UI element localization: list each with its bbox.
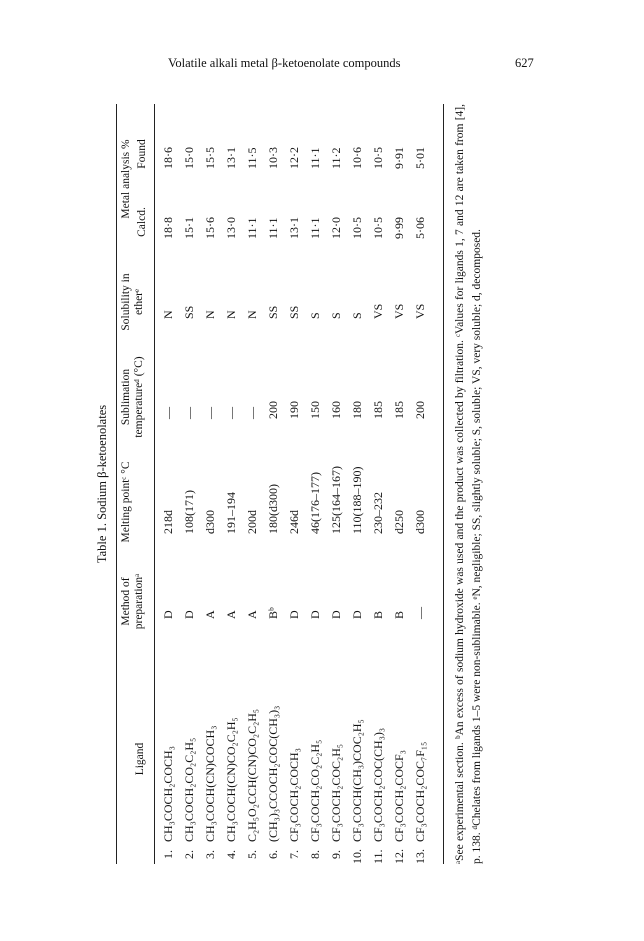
method-cell: B	[371, 610, 385, 619]
row-number: 13.	[413, 849, 427, 864]
sublimation-cell: —	[224, 407, 238, 419]
ligand-cell: CH₃COCH(CN)CO₂C₂H₅	[224, 717, 238, 842]
calcd-cell: 13·1	[287, 217, 301, 239]
melting-point-cell: 125(164–167)	[329, 466, 343, 534]
melting-point-cell: 200d	[245, 510, 259, 534]
found-cell: 11·1	[308, 147, 322, 169]
found-cell: 12·2	[287, 147, 301, 169]
header-calcd: Calcd.	[136, 207, 148, 237]
sublimation-cell: 200	[266, 401, 280, 419]
solubility-cell: N	[224, 310, 238, 319]
calcd-cell: 15·6	[203, 217, 217, 239]
found-cell: 18·6	[161, 147, 175, 169]
solubility-cell: S	[329, 312, 343, 319]
ligand-cell: (CH₃)₃CCOCH₂COC(CH₃)₃	[266, 705, 280, 842]
found-cell: 13·1	[224, 147, 238, 169]
ligand-cell: CF₃COCH(CH₃)COC₂H₅	[350, 719, 364, 842]
row-number: 8.	[308, 850, 322, 859]
melting-point-cell: d300	[413, 510, 427, 534]
table-row	[351, 104, 372, 864]
found-cell: 10·6	[350, 147, 364, 169]
table-row	[309, 104, 330, 864]
found-cell: 15·0	[182, 147, 196, 169]
header-ligand: Ligand	[134, 742, 146, 776]
table-row	[330, 104, 351, 864]
header-sublimation: Sublimation temperatureᵈ (°C)	[120, 356, 146, 438]
found-cell: 5·01	[413, 147, 427, 169]
running-head: Volatile alkali metal β-ketoenolate compounds	[168, 56, 401, 70]
method-cell: —	[413, 607, 427, 619]
row-number: 4.	[224, 850, 238, 859]
melting-point-cell: d300	[203, 510, 217, 534]
solubility-cell: SS	[287, 305, 301, 319]
row-number: 3.	[203, 850, 217, 859]
row-number: 9.	[329, 850, 343, 859]
header-melting-point: Melting pointᶜ °C	[120, 461, 132, 543]
table-row	[267, 104, 288, 864]
calcd-cell: 12·0	[329, 217, 343, 239]
row-number: 1.	[161, 850, 175, 859]
solubility-cell: SS	[182, 305, 196, 319]
ligand-cell: CH₃COCH(CN)COCH₃	[203, 725, 217, 842]
method-cell: A	[203, 610, 217, 619]
table-header-rule	[154, 104, 155, 864]
found-cell: 10·3	[266, 147, 280, 169]
method-cell: D	[350, 610, 364, 619]
table-caption: Table 1. Sodium β-ketoenolates	[95, 404, 109, 564]
table-row	[246, 104, 267, 864]
melting-point-cell: 191–194	[224, 492, 238, 534]
table-row	[288, 104, 309, 864]
table-top-rule	[116, 104, 117, 864]
ligand-cell: CF₃COCH₂COCF₃	[392, 750, 406, 842]
sublimation-cell: —	[203, 407, 217, 419]
table-row	[372, 104, 393, 864]
solubility-cell: N	[203, 310, 217, 319]
method-cell: A	[245, 610, 259, 619]
row-number: 11.	[371, 849, 385, 864]
header-solubility: Solubility in etherᵉ	[120, 273, 146, 331]
calcd-cell: 15·1	[182, 217, 196, 239]
table-row	[414, 104, 435, 864]
method-cell: D	[308, 610, 322, 619]
sublimation-cell: —	[161, 407, 175, 419]
method-cell: B	[392, 610, 406, 619]
table-row	[204, 104, 225, 864]
table-row	[162, 104, 183, 864]
solubility-cell: VS	[392, 303, 406, 319]
table-row	[393, 104, 414, 864]
table-bottom-rule	[443, 104, 444, 864]
method-cell: D	[182, 610, 196, 619]
calcd-cell: 11·1	[308, 217, 322, 239]
table-body	[162, 104, 435, 864]
method-cell: D	[287, 610, 301, 619]
ligand-cell: CF₃COCH₂COCH₃	[287, 748, 301, 842]
melting-point-cell: d250	[392, 510, 406, 534]
table-row	[225, 104, 246, 864]
solubility-cell: VS	[413, 303, 427, 319]
table-footnote: ᵃSee experimental section. ᵇAn excess of sodium hydroxide was used and the product was collected by filtration. ᶜValues for ligands 1, 7 and 12 are taken from [4], p. 138. ᵈChelates from ligands 1–5 were non-sublimable. ᵉN, negligible; SS, slightly soluble; S, soluble; VS, very soluble; d, decomposed.	[454, 104, 483, 864]
solubility-cell: VS	[371, 303, 385, 319]
header-found: Found	[136, 139, 148, 169]
row-number: 6.	[266, 850, 280, 859]
ligand-cell: CH₃COCH₂CO₂C₂H₅	[182, 737, 196, 842]
header-metal-analysis: Metal analysis %	[120, 139, 132, 219]
calcd-cell: 11·1	[266, 217, 280, 239]
method-cell: Bᵇ	[266, 607, 280, 619]
solubility-cell: S	[350, 312, 364, 319]
sublimation-cell: 160	[329, 401, 343, 419]
row-number: 7.	[287, 850, 301, 859]
calcd-cell: 11·1	[245, 217, 259, 239]
melting-point-cell: 180(d300)	[266, 484, 280, 534]
melting-point-cell: 46(176–177)	[308, 472, 322, 534]
header-method: Method of preparationᵃ	[120, 573, 146, 630]
row-number: 5.	[245, 850, 259, 859]
sublimation-cell: 200	[413, 401, 427, 419]
ligand-cell: C₂H₅O₂CCH(CN)CO₂C₂H₅	[245, 708, 259, 842]
solubility-cell: N	[245, 310, 259, 319]
found-cell: 11·2	[329, 147, 343, 169]
row-number: 2.	[182, 850, 196, 859]
found-cell: 15·5	[203, 147, 217, 169]
ligand-cell: CF₃COCH₂CO₂C₂H₅	[308, 739, 322, 842]
table-row	[183, 104, 204, 864]
melting-point-cell: 246d	[287, 510, 301, 534]
solubility-cell: N	[161, 310, 175, 319]
sublimation-cell: 185	[392, 401, 406, 419]
sublimation-cell: 190	[287, 401, 301, 419]
rotated-table	[96, 104, 576, 864]
solubility-cell: S	[308, 312, 322, 319]
melting-point-cell: 110(188–190)	[350, 466, 364, 534]
calcd-cell: 10·5	[350, 217, 364, 239]
melting-point-cell: 218d	[161, 510, 175, 534]
melting-point-cell: 230–232	[371, 492, 385, 534]
ligand-cell: CF₃COCH₂COC(CH₃)₃	[371, 727, 385, 842]
melting-point-cell: 108(171)	[182, 490, 196, 534]
found-cell: 9·91	[392, 147, 406, 169]
sublimation-cell: —	[245, 407, 259, 419]
found-cell: 10·5	[371, 147, 385, 169]
calcd-cell: 13·0	[224, 217, 238, 239]
ligand-cell: CF₃COCH₂COC₇F₁₅	[413, 741, 427, 842]
sublimation-cell: 150	[308, 401, 322, 419]
row-number: 12.	[392, 849, 406, 864]
row-number: 10.	[350, 849, 364, 864]
sublimation-cell: —	[182, 407, 196, 419]
calcd-cell: 9·99	[392, 217, 406, 239]
method-cell: D	[329, 610, 343, 619]
ligand-cell: CH₃COCH₂COCH₃	[161, 746, 175, 842]
method-cell: D	[161, 610, 175, 619]
found-cell: 11·5	[245, 147, 259, 169]
method-cell: A	[224, 610, 238, 619]
solubility-cell: SS	[266, 305, 280, 319]
calcd-cell: 5·06	[413, 217, 427, 239]
calcd-cell: 10·5	[371, 217, 385, 239]
sublimation-cell: 180	[350, 401, 364, 419]
sublimation-cell: 185	[371, 401, 385, 419]
calcd-cell: 18·8	[161, 217, 175, 239]
page-number: 627	[515, 56, 534, 70]
ligand-cell: CF₃COCH₂COC₂H₅	[329, 743, 343, 842]
